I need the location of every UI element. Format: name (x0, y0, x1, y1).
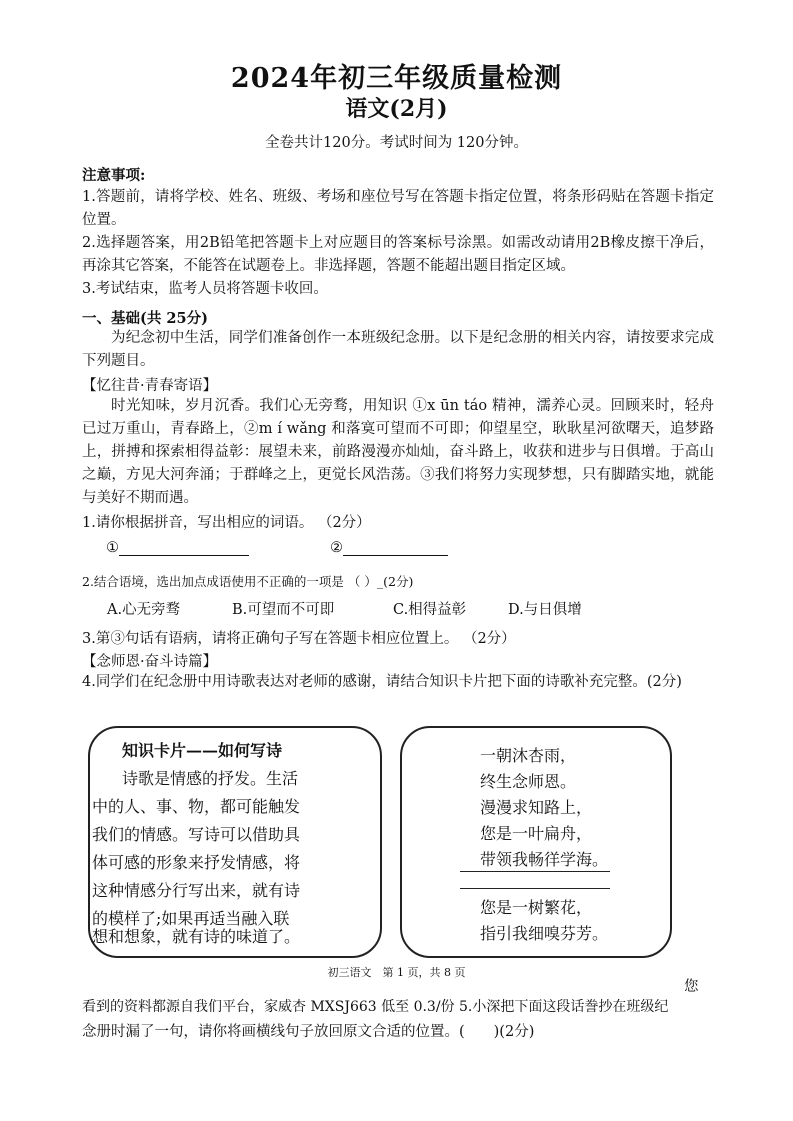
card-line: 我们的情感。写诗可以借助具 (92, 825, 301, 844)
blank-1-label: ① (106, 540, 119, 556)
option-b[interactable]: B.可望而不可即 (232, 602, 335, 618)
card-line: 想和想象，就有诗的味道了。 (92, 927, 301, 946)
page-footer: 初三语文 第 1 页，共 8 页 (327, 966, 466, 979)
notice-item-2: 2.选择题答案，用2B铅笔把答题卡上对应题目的答案标号涂黑。如需改动请用2B橡皮擦干净后，再涂其它答案，不能答在试题卷上。非选择题，答题不能超出题目指定区域。 (82, 235, 714, 274)
poem-blank-line-2[interactable] (460, 888, 610, 889)
poem-line: 您是一树繁花， (480, 898, 593, 917)
card-line: 中的人、事、物，都可能触发 (92, 797, 301, 816)
answer-blank-2[interactable] (330, 539, 448, 556)
question-1: 1.请你根据拼音，写出相应的词语。 （2分） (82, 515, 371, 531)
section-intro: 为纪念初中生活，同学们准备创作一本班级纪念册。以下是纪念册的相关内容，请按要求完成下列题目。 (82, 330, 714, 369)
answer-blank-1[interactable] (106, 539, 249, 556)
part1-title: 【忆往昔·青春寄语】 (82, 378, 218, 394)
knowledge-card-title: 知识卡片——如何写诗 (122, 741, 283, 760)
poem-line: 漫漫求知路上， (480, 798, 593, 817)
question-3: 3.第③句话有语病，请将正确句子写在答题卡相应位置上。 （2分） (82, 631, 516, 647)
notice-heading: 注意事项: (82, 167, 146, 184)
poem-line: 一朝沐杏雨， (480, 746, 577, 765)
subject-subtitle: 语文(2月) (345, 96, 448, 122)
passage-text: 时光知味，岁月沉香。我们心无旁骛，用知识 ①x ūn táo 精神，濡养心灵。回顾来时，轻舟已过万重山，青春路上，②m í wǎng 和落寞可望而不可即；仰望星空，耿耿星河欲曙天，追梦路上，拼搏和探索相得益彰：展望未来，前路漫漫亦灿灿，奋斗路上，收获和进步与日俱增。于高山之巅，方见大河奔涌；于群峰之上，更觉长风浩荡。③我们将努力实现梦想，只有脚踏实地，就能与美好不期而遇。 (82, 398, 714, 506)
bottom-line-1: 看到的资料都源自我们平台，家威杏 MXSJ663 低至 0.3/份 5.小深把下面这段话誊抄在班级纪 (82, 999, 669, 1015)
poem-blank-line-1[interactable] (460, 871, 610, 872)
page-title: 2024年初三年级质量检测 (230, 63, 563, 94)
option-c[interactable]: C.相得益彰 (393, 602, 467, 618)
notice-item-1: 1.答题前，请将学校、姓名、班级、考场和座位号写在答题卡指定位置，将条形码贴在答题卡指定位置。 (82, 189, 714, 228)
option-a[interactable]: A.心无旁骛 (107, 602, 181, 618)
card-line: 体可感的形象来抒发情感，将 (92, 853, 301, 872)
poem-line: 您是一叶扁舟， (480, 824, 593, 843)
poem-line: 指引我细嗅芬芳。 (480, 924, 609, 943)
blank-2-label: ② (330, 540, 343, 556)
exam-info: 全卷共计120分。考试时间为 120分钟。 (265, 135, 528, 151)
poem-line: 终生念师恩。 (480, 772, 577, 791)
stray-character: 您 (684, 979, 699, 995)
section-heading: 一、基础(共 25分) (82, 310, 208, 327)
poem-card (400, 726, 672, 958)
poem-line: 带领我畅徉学海。 (480, 850, 609, 869)
part2-title: 【念师恩·奋斗诗篇】 (82, 654, 218, 670)
card-line: 这种情感分行写出来，就有诗 (92, 881, 301, 900)
option-d[interactable]: D.与日俱增 (508, 602, 582, 618)
notice-item-3: 3.考试结束，监考人员将答题卡收回。 (82, 281, 328, 297)
card-line: 的模样了;如果再适当融入联 (92, 909, 290, 928)
question-4: 4.同学们在纪念册中用诗歌表达对老师的感谢，请结合知识卡片把下面的诗歌补充完整。(2分) (82, 674, 682, 690)
bottom-line-2: 念册时漏了一句，请你将画横线句子放回原文合适的位置。( )(2分) (82, 1024, 535, 1040)
question-2: 2.结合语境，选出加点成语使用不正确的一项是 （ ）_(2分) (82, 574, 414, 589)
knowledge-card (88, 726, 382, 958)
card-line: 诗歌是情感的抒发。生活 (122, 769, 299, 788)
